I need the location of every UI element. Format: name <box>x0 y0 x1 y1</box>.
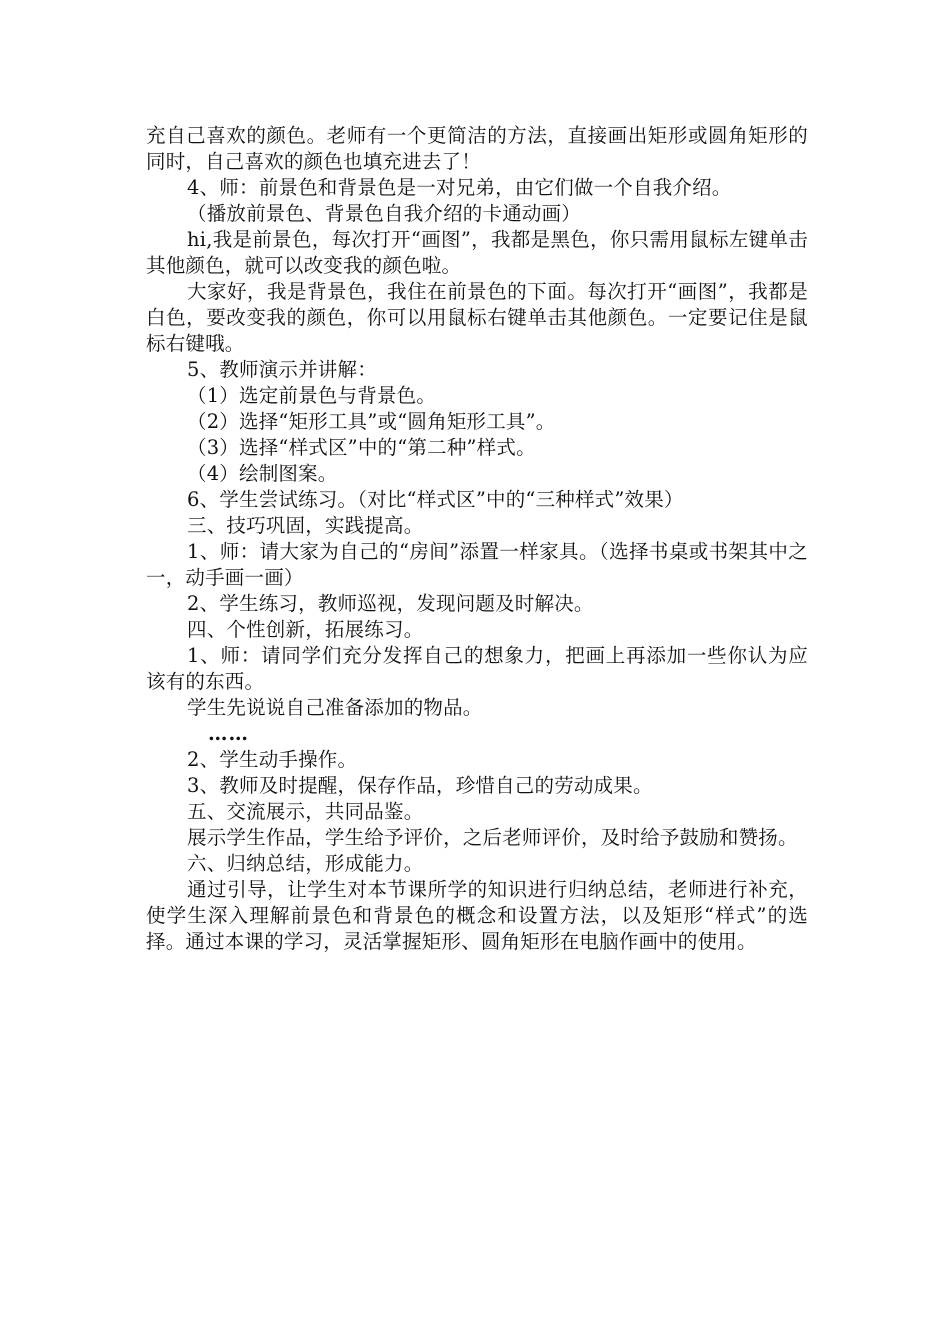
paragraph: （3）选择“样式区”中的“第二种”样式。 <box>187 436 536 459</box>
paragraph: 通过引导，让学生对本节课所学的知识进行归纳总结，老师进行补充，使学生深入理解前景色和背景色的概念和设置方法，以及矩形“样式”的选择。通过本课的学习，灵活掌握矩形、圆角矩形在电脑作画中的使用。 <box>146 878 808 953</box>
section-heading: 六、归纳总结，形成能力。 <box>187 852 424 875</box>
paragraph: 展示学生作品，学生给予评价，之后老师评价，及时给予鼓励和赞扬。 <box>187 826 798 849</box>
paragraph: （播放前景色、背景色自我介绍的卡通动画） <box>187 202 582 225</box>
section-heading: 三、技巧巩固，实践提高。 <box>187 514 424 537</box>
document-body <box>146 123 808 955</box>
paragraph: 学生先说说自己准备添加的物品。 <box>187 696 483 719</box>
paragraph: 3、教师及时提醒，保存作品，珍惜自己的劳动成果。 <box>187 774 653 797</box>
paragraph: 2、学生动手操作。 <box>187 748 358 771</box>
paragraph: 1、师：请大家为自己的“房间”添置一样家具。（选择书桌或书架其中之一，动手画一画） <box>146 540 808 589</box>
ellipsis: …… <box>208 722 249 745</box>
section-heading: 五、交流展示，共同品鉴。 <box>187 800 424 823</box>
paragraph: 1、师：请同学们充分发挥自己的想象力，把画上再添加一些你认为应该有的东西。 <box>146 644 808 693</box>
paragraph: 6、学生尝试练习。（对比“样式区”中的“三种样式”效果） <box>187 488 684 511</box>
paragraph: 大家好，我是背景色，我住在前景色的下面。每次打开“画图”，我都是白色，要改变我的颜色，你可以用鼠标右键单击其他颜色。一定要记住是鼠标右键哦。 <box>146 280 808 355</box>
paragraph: 5、教师演示并讲解： <box>187 358 377 381</box>
paragraph: 充自己喜欢的颜色。老师有一个更简洁的方法，直接画出矩形或圆角矩形的同时，自己喜欢的颜色也填充进去了！ <box>146 124 808 173</box>
paragraph: 2、学生练习，教师巡视，发现问题及时解决。 <box>187 592 594 615</box>
paragraph: hi,我是前景色，每次打开“画图”，我都是黑色，你只需用鼠标左键单击其他颜色，就可以改变我的颜色啦。 <box>146 228 808 277</box>
paragraph: （1）选定前景色与背景色。 <box>187 384 437 407</box>
paragraph: （2）选择“矩形工具”或“圆角矩形工具”。 <box>187 410 556 433</box>
paragraph: 4、师：前景色和背景色是一对兄弟，由它们做一个自我介绍。 <box>187 176 732 199</box>
section-heading: 四、个性创新，拓展练习。 <box>187 618 424 641</box>
paragraph: （4）绘制图案。 <box>187 462 338 485</box>
